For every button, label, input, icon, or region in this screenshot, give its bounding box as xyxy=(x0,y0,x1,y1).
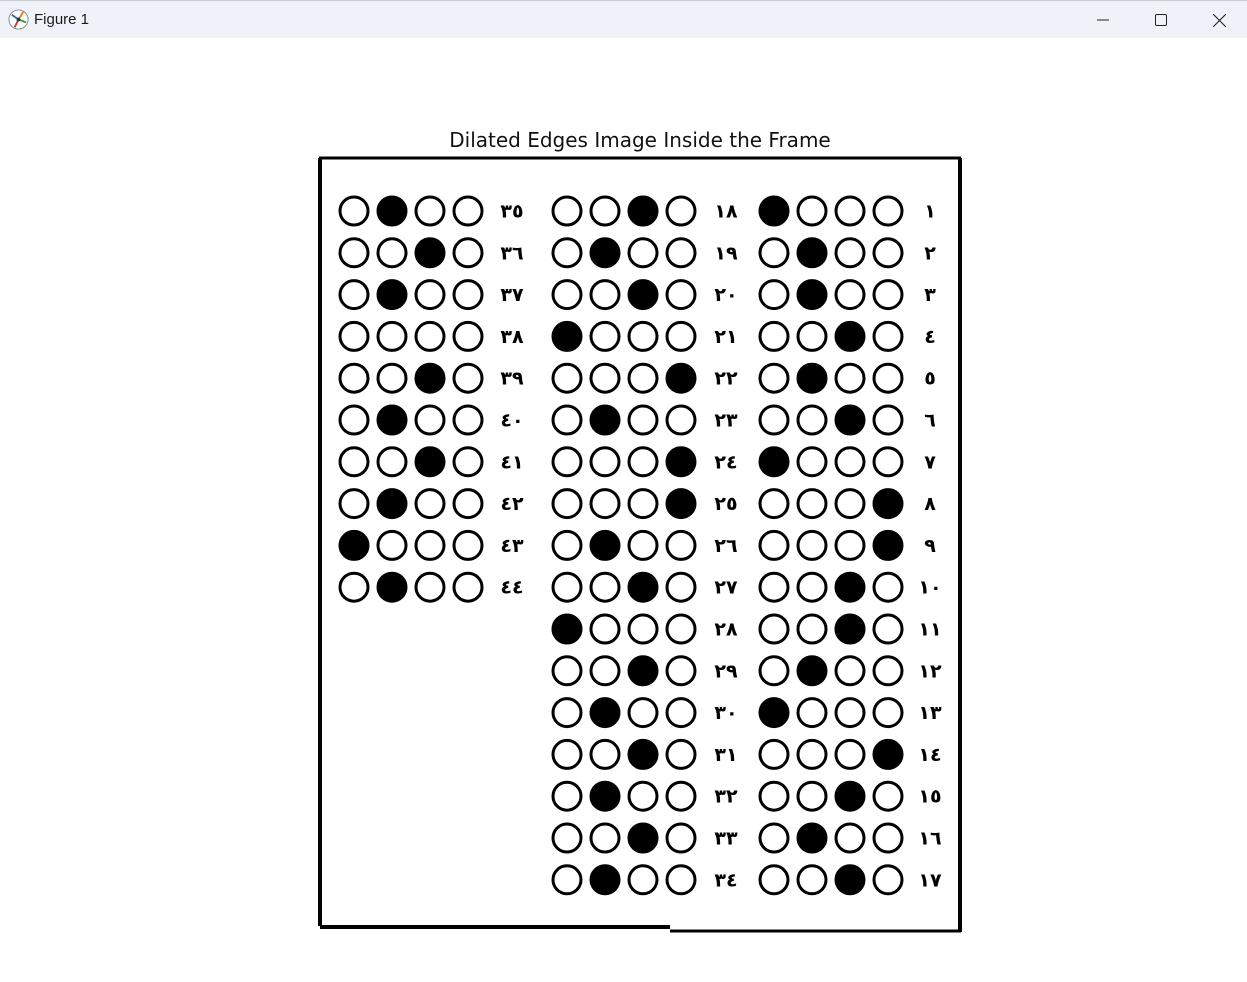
bubble-empty xyxy=(416,281,444,309)
bubble-empty xyxy=(416,573,444,601)
bubble-empty xyxy=(798,782,826,810)
question-number: ٣ xyxy=(924,284,936,307)
question-number: ٣٩ xyxy=(500,367,524,390)
bubble-filled xyxy=(378,197,406,225)
question-number: ٤٤ xyxy=(500,576,524,599)
question-row xyxy=(760,322,936,350)
question-row xyxy=(553,531,738,559)
question-row xyxy=(760,782,942,810)
question-number: ٤٣ xyxy=(500,534,524,557)
bubble-filled xyxy=(378,490,406,518)
bubble-empty xyxy=(760,657,788,685)
bubble-empty xyxy=(340,322,368,350)
bubble-filled xyxy=(629,824,657,852)
bubble-empty xyxy=(553,657,581,685)
bubble-empty xyxy=(798,197,826,225)
question-row xyxy=(340,197,524,225)
bubble-empty xyxy=(798,448,826,476)
bubble-empty xyxy=(629,699,657,727)
bubble-empty xyxy=(378,239,406,267)
question-number: ٢ xyxy=(924,242,936,265)
bubble-empty xyxy=(760,490,788,518)
bubble-empty xyxy=(454,239,482,267)
bubble-empty xyxy=(416,322,444,350)
question-number: ٢٣ xyxy=(714,409,738,432)
bubble-filled xyxy=(378,573,406,601)
bubble-filled xyxy=(836,866,864,894)
bubble-filled xyxy=(629,657,657,685)
bubble-empty xyxy=(591,364,619,392)
question-number: ٥ xyxy=(924,367,936,390)
question-number: ٢٥ xyxy=(714,493,738,516)
bubble-empty xyxy=(760,740,788,768)
bubble-empty xyxy=(798,573,826,601)
question-number: ٣١ xyxy=(714,743,738,766)
question-number: ٧ xyxy=(924,451,936,474)
question-number: ٢٧ xyxy=(714,576,738,599)
bubble-empty xyxy=(667,531,695,559)
window-titlebar xyxy=(0,0,1247,38)
bubble-empty xyxy=(553,782,581,810)
question-row xyxy=(553,448,738,476)
bubble-empty xyxy=(798,490,826,518)
question-number: ٤١ xyxy=(500,451,524,474)
bubble-empty xyxy=(340,490,368,518)
bubble-empty xyxy=(629,782,657,810)
bubble-empty xyxy=(416,197,444,225)
question-number: ٦ xyxy=(924,409,936,432)
bubble-empty xyxy=(874,782,902,810)
question-row xyxy=(340,490,524,518)
answer-sheet-image xyxy=(318,156,963,934)
bubble-filled xyxy=(798,824,826,852)
question-row xyxy=(760,866,942,894)
question-number: ١١ xyxy=(918,618,942,641)
bubble-empty xyxy=(760,782,788,810)
question-row xyxy=(340,364,524,392)
bubble-empty xyxy=(553,490,581,518)
bubble-filled xyxy=(378,281,406,309)
bubble-filled xyxy=(416,239,444,267)
bubble-empty xyxy=(836,824,864,852)
bubble-empty xyxy=(454,197,482,225)
question-number: ١٦ xyxy=(918,827,942,850)
question-number: ٩ xyxy=(924,534,936,557)
bubble-filled xyxy=(416,364,444,392)
question-row xyxy=(760,740,942,768)
bubble-empty xyxy=(378,364,406,392)
close-button[interactable] xyxy=(1190,1,1247,39)
question-row xyxy=(760,657,942,685)
bubble-filled xyxy=(874,740,902,768)
question-row xyxy=(553,699,738,727)
figure-title: Dilated Edges Image Inside the Frame xyxy=(449,128,831,152)
question-row xyxy=(553,866,738,894)
bubble-filled xyxy=(667,364,695,392)
question-row xyxy=(553,782,738,810)
bubble-filled xyxy=(591,866,619,894)
bubble-empty xyxy=(760,866,788,894)
bubble-empty xyxy=(760,573,788,601)
bubble-empty xyxy=(629,490,657,518)
question-number: ٣٠ xyxy=(714,702,738,725)
bubble-empty xyxy=(836,448,864,476)
bubble-empty xyxy=(760,824,788,852)
bubble-empty xyxy=(874,573,902,601)
bubble-empty xyxy=(553,866,581,894)
bubble-empty xyxy=(667,866,695,894)
bubble-empty xyxy=(667,239,695,267)
question-row xyxy=(760,197,936,225)
bubble-filled xyxy=(378,406,406,434)
bubble-empty xyxy=(874,448,902,476)
bubble-empty xyxy=(553,197,581,225)
minimize-button[interactable] xyxy=(1074,1,1132,39)
bubble-filled xyxy=(836,782,864,810)
question-row xyxy=(760,281,936,309)
bubble-filled xyxy=(629,573,657,601)
bubble-filled xyxy=(760,699,788,727)
bubble-empty xyxy=(667,824,695,852)
question-number: ٢٩ xyxy=(714,660,738,683)
bubble-empty xyxy=(760,406,788,434)
bubble-empty xyxy=(836,281,864,309)
bubble-filled xyxy=(798,364,826,392)
bubble-empty xyxy=(667,782,695,810)
bubble-empty xyxy=(667,573,695,601)
bubble-empty xyxy=(553,281,581,309)
bubble-empty xyxy=(836,490,864,518)
bubble-filled xyxy=(340,531,368,559)
question-row xyxy=(760,824,942,852)
question-row xyxy=(553,824,738,852)
minimize-icon xyxy=(1097,14,1109,26)
bubble-empty xyxy=(591,448,619,476)
question-row xyxy=(340,448,524,476)
question-number: ٤ xyxy=(924,325,936,348)
bubble-empty xyxy=(454,531,482,559)
bubble-filled xyxy=(629,281,657,309)
question-number: ١ xyxy=(924,200,936,223)
bubble-empty xyxy=(874,322,902,350)
bubble-empty xyxy=(798,322,826,350)
bubble-empty xyxy=(836,657,864,685)
bubble-empty xyxy=(874,406,902,434)
bubble-empty xyxy=(340,573,368,601)
question-number: ١٧ xyxy=(918,869,942,892)
question-row xyxy=(340,406,524,434)
bubble-filled xyxy=(553,322,581,350)
question-row xyxy=(760,364,936,392)
bubble-empty xyxy=(553,824,581,852)
bubble-empty xyxy=(667,699,695,727)
question-number: ١٣ xyxy=(918,702,942,725)
bubble-empty xyxy=(591,740,619,768)
bubble-empty xyxy=(416,531,444,559)
bubble-empty xyxy=(591,490,619,518)
bubble-empty xyxy=(454,364,482,392)
bubble-empty xyxy=(760,615,788,643)
bubble-filled xyxy=(591,699,619,727)
bubble-filled xyxy=(798,281,826,309)
bubble-filled xyxy=(629,197,657,225)
maximize-icon xyxy=(1155,14,1167,26)
question-row xyxy=(760,490,936,518)
question-number: ٨ xyxy=(924,493,936,516)
bubble-empty xyxy=(378,448,406,476)
question-row xyxy=(760,699,942,727)
question-row xyxy=(340,281,524,309)
question-number: ١٩ xyxy=(714,242,738,265)
bubble-empty xyxy=(340,239,368,267)
question-number: ٤٢ xyxy=(500,493,524,516)
question-row xyxy=(553,490,738,518)
matplotlib-icon xyxy=(8,9,29,30)
bubble-filled xyxy=(667,490,695,518)
bubble-empty xyxy=(629,239,657,267)
bubble-filled xyxy=(798,657,826,685)
bubble-empty xyxy=(340,197,368,225)
question-number: ٢١ xyxy=(714,325,738,348)
bubble-empty xyxy=(553,573,581,601)
bubble-filled xyxy=(591,239,619,267)
bubble-filled xyxy=(591,531,619,559)
question-row xyxy=(760,573,942,601)
bubble-empty xyxy=(667,406,695,434)
bubble-empty xyxy=(553,531,581,559)
question-row xyxy=(760,406,936,434)
bubble-filled xyxy=(591,782,619,810)
question-row xyxy=(340,573,524,601)
question-number: ٣٤ xyxy=(714,869,738,892)
bubble-empty xyxy=(629,364,657,392)
maximize-button[interactable] xyxy=(1132,1,1190,39)
question-number: ١٤ xyxy=(918,743,942,766)
question-number: ٤٠ xyxy=(500,409,524,432)
question-row xyxy=(553,239,738,267)
bubble-filled xyxy=(836,573,864,601)
bubble-empty xyxy=(629,866,657,894)
bubble-filled xyxy=(874,490,902,518)
question-row xyxy=(760,531,936,559)
bubble-empty xyxy=(378,322,406,350)
bubble-empty xyxy=(798,615,826,643)
question-number: ٣٥ xyxy=(500,200,524,223)
question-row xyxy=(553,657,738,685)
bubble-empty xyxy=(874,824,902,852)
bubble-empty xyxy=(591,824,619,852)
question-number: ٣٣ xyxy=(714,827,738,850)
bubble-empty xyxy=(340,448,368,476)
question-row xyxy=(760,239,936,267)
bubble-empty xyxy=(591,573,619,601)
question-row xyxy=(553,740,738,768)
question-number: ١٠ xyxy=(918,576,942,599)
question-number: ١٢ xyxy=(918,660,942,683)
bubble-empty xyxy=(454,322,482,350)
bubble-filled xyxy=(667,448,695,476)
question-row xyxy=(553,406,738,434)
bubble-empty xyxy=(874,699,902,727)
bubble-empty xyxy=(874,239,902,267)
bubble-empty xyxy=(874,615,902,643)
bubble-empty xyxy=(454,406,482,434)
bubble-empty xyxy=(454,281,482,309)
bubble-empty xyxy=(454,448,482,476)
bubble-empty xyxy=(874,281,902,309)
bubble-filled xyxy=(760,197,788,225)
bubble-filled xyxy=(553,615,581,643)
bubble-empty xyxy=(667,615,695,643)
bubble-empty xyxy=(874,657,902,685)
bubble-empty xyxy=(553,699,581,727)
bubble-empty xyxy=(760,239,788,267)
bubble-empty xyxy=(798,866,826,894)
question-number: ١٨ xyxy=(714,200,738,223)
bubble-empty xyxy=(760,281,788,309)
bubble-empty xyxy=(553,364,581,392)
question-row xyxy=(553,281,738,309)
bubble-empty xyxy=(836,699,864,727)
question-row xyxy=(553,322,738,350)
bubble-filled xyxy=(798,239,826,267)
bubble-empty xyxy=(629,531,657,559)
bubble-empty xyxy=(629,615,657,643)
bubble-filled xyxy=(836,615,864,643)
question-number: ٢٠ xyxy=(714,284,738,307)
bubble-empty xyxy=(553,406,581,434)
question-row xyxy=(553,573,738,601)
bubble-empty xyxy=(836,531,864,559)
question-number: ٣٢ xyxy=(714,785,738,808)
bubble-empty xyxy=(416,490,444,518)
bubble-empty xyxy=(667,197,695,225)
bubble-empty xyxy=(454,573,482,601)
bubble-empty xyxy=(836,197,864,225)
bubble-empty xyxy=(378,531,406,559)
bubble-empty xyxy=(798,740,826,768)
bubble-empty xyxy=(836,740,864,768)
close-icon xyxy=(1213,14,1226,27)
bubble-empty xyxy=(667,281,695,309)
question-number: ٣٨ xyxy=(500,325,524,348)
bubble-empty xyxy=(629,322,657,350)
bubble-empty xyxy=(798,531,826,559)
question-number: ٣٧ xyxy=(500,284,524,307)
bubble-filled xyxy=(416,448,444,476)
question-number: ٢٨ xyxy=(714,618,738,641)
question-row xyxy=(553,197,738,225)
bubble-filled xyxy=(836,322,864,350)
bubble-empty xyxy=(553,239,581,267)
question-number: ٢٤ xyxy=(714,451,738,474)
bubble-filled xyxy=(591,406,619,434)
question-number: ٢٦ xyxy=(714,534,738,557)
bubble-empty xyxy=(798,699,826,727)
bubble-empty xyxy=(591,322,619,350)
bubble-empty xyxy=(340,406,368,434)
question-row xyxy=(340,531,524,559)
bubble-empty xyxy=(591,615,619,643)
question-row xyxy=(760,615,942,643)
question-row xyxy=(553,615,738,643)
bubble-empty xyxy=(760,364,788,392)
bubble-empty xyxy=(667,322,695,350)
question-row xyxy=(553,364,738,392)
bubble-empty xyxy=(836,364,864,392)
bubble-empty xyxy=(591,197,619,225)
bubble-empty xyxy=(591,281,619,309)
bubble-empty xyxy=(874,866,902,894)
question-number: ٣٦ xyxy=(500,242,524,265)
question-number: ١٥ xyxy=(918,785,942,808)
question-row xyxy=(760,448,936,476)
bubble-empty xyxy=(591,657,619,685)
window-title: Figure 1 xyxy=(34,11,90,28)
bubble-empty xyxy=(667,657,695,685)
bubble-empty xyxy=(798,406,826,434)
bubble-empty xyxy=(667,740,695,768)
bubble-empty xyxy=(340,281,368,309)
bubble-empty xyxy=(553,740,581,768)
bubble-filled xyxy=(836,406,864,434)
bubble-empty xyxy=(760,322,788,350)
bubble-empty xyxy=(874,197,902,225)
question-number: ٢٢ xyxy=(714,367,738,390)
bubble-empty xyxy=(760,531,788,559)
bubble-empty xyxy=(874,364,902,392)
bubble-filled xyxy=(760,448,788,476)
bubble-filled xyxy=(629,740,657,768)
bubble-empty xyxy=(454,490,482,518)
bubble-empty xyxy=(629,406,657,434)
bubble-empty xyxy=(629,448,657,476)
bubble-empty xyxy=(416,406,444,434)
question-row xyxy=(340,322,524,350)
bubble-filled xyxy=(874,531,902,559)
bubble-empty xyxy=(836,239,864,267)
bubble-empty xyxy=(553,448,581,476)
bubble-empty xyxy=(340,364,368,392)
question-row xyxy=(340,239,524,267)
